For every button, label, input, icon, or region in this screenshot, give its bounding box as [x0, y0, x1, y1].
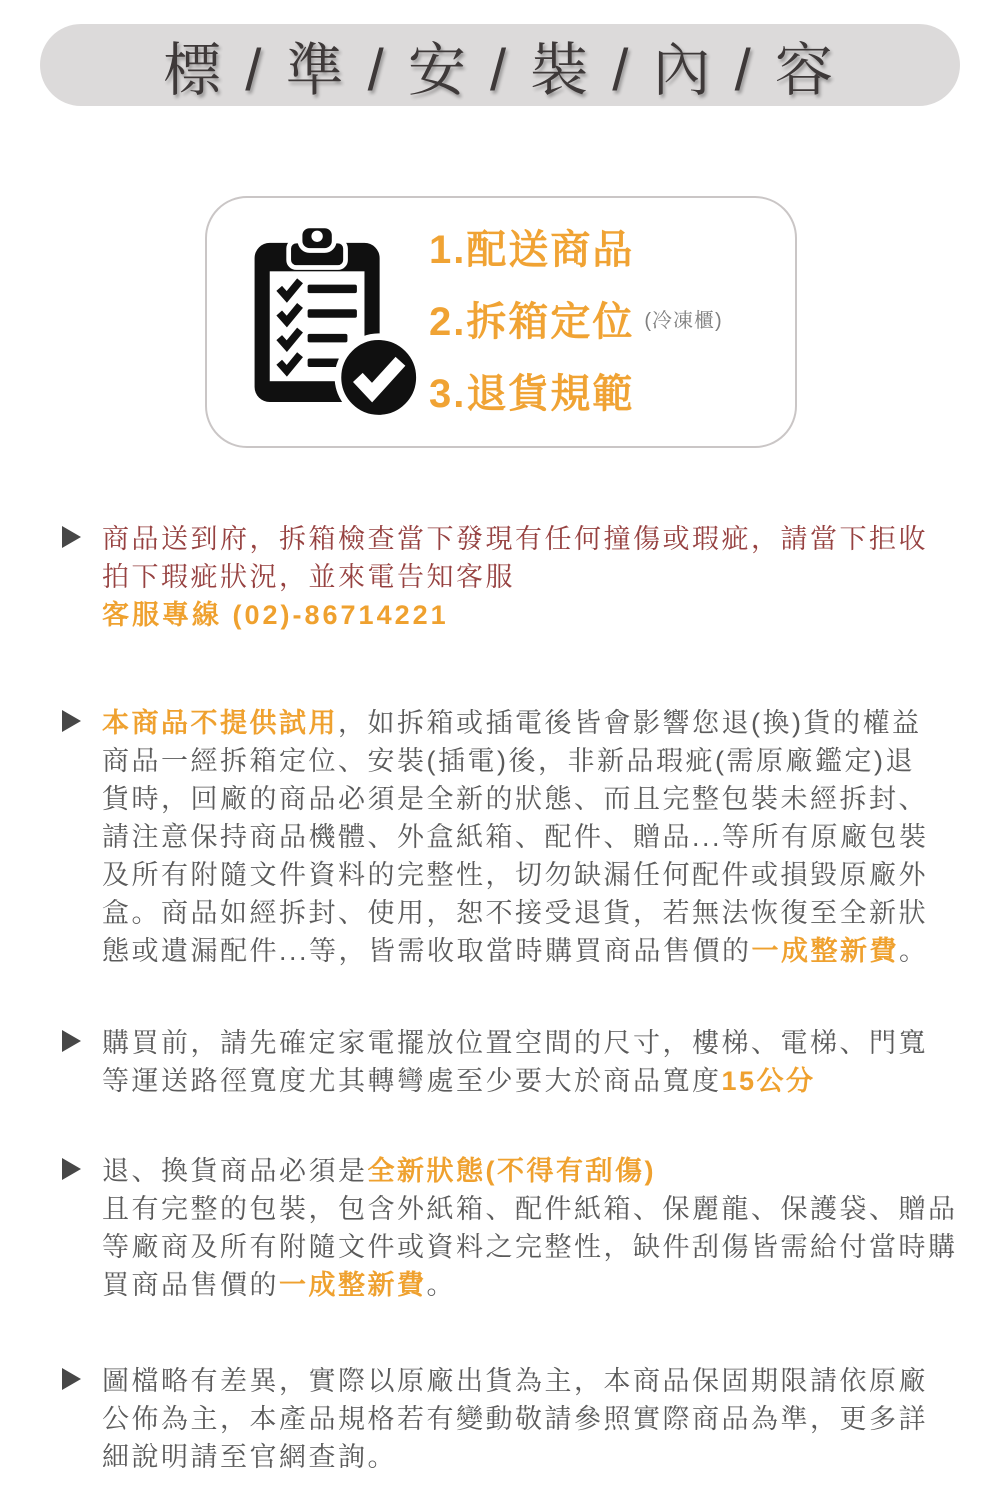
notice-text: 等運送路徑寬度尤其轉彎處至少要大於商品寬度	[102, 1066, 722, 1096]
notice-text: 請注意保持商品機體、外盒紙箱、配件、贈品...等所有原廠包裝	[102, 822, 929, 852]
clipboard-checklist-icon	[247, 218, 427, 426]
notice-highlight: 一成整新費	[279, 1270, 427, 1300]
notice-text: 等廠商及所有附隨文件或資料之完整性，缺件刮傷皆需給付當時購	[102, 1232, 958, 1262]
step-2-label: 2.拆箱定位	[429, 299, 635, 344]
triangle-bullet-icon	[62, 526, 81, 548]
notice-text: 圖檔略有差異，實際以原廠出貨為主，本商品保固期限請依原廠	[102, 1366, 928, 1396]
notice-text: 公佈為主，本產品規格若有變動敬請參照實際商品為準，更多詳	[102, 1404, 928, 1434]
install-steps-card	[205, 196, 797, 448]
notice-highlight: 15公分	[721, 1066, 816, 1096]
notice-text: 及所有附隨文件資料的完整性，切勿缺漏任何配件或損毀原廠外	[102, 860, 928, 890]
notice-item-delivery	[62, 520, 962, 634]
notice-text: 退、換貨商品必須是	[102, 1156, 368, 1186]
triangle-bullet-icon	[62, 1158, 81, 1180]
notice-text: 貨時，回廠的商品必須是全新的狀態、而且完整包裝未經拆封、	[102, 784, 928, 814]
notice-item-return-condition	[62, 1152, 962, 1304]
notice-text: 。	[899, 936, 929, 966]
step-2-note: (冷凍櫃)	[644, 309, 723, 332]
notice-text: 商品送到府，拆箱檢查當下發現有任何撞傷或瑕疵，請當下拒收	[102, 524, 928, 554]
notice-item-no-trial	[62, 704, 962, 970]
notice-item-disclaimer	[62, 1362, 962, 1476]
notice-item-measure-space	[62, 1024, 962, 1100]
triangle-bullet-icon	[62, 710, 81, 732]
step-3-label: 3.退貨規範	[429, 371, 635, 416]
notice-text: 且有完整的包裝，包含外紙箱、配件紙箱、保麗龍、保護袋、贈品	[102, 1194, 958, 1224]
notice-text: 拍下瑕疵狀況，並來電告知客服	[102, 562, 515, 592]
triangle-bullet-icon	[62, 1030, 81, 1052]
step-1-label: 1.配送商品	[429, 227, 635, 272]
notice-text: 購買前，請先確定家電擺放位置空間的尺寸，樓梯、電梯、門寬	[102, 1028, 928, 1058]
triangle-bullet-icon	[62, 1368, 81, 1390]
notice-text: 商品一經拆箱定位、安裝(插電)後，非新品瑕疵(需原廠鑑定)退	[102, 746, 915, 776]
section-header	[40, 24, 960, 106]
notice-text: 細說明請至官網查詢。	[102, 1442, 397, 1472]
notice-text: 買商品售價的	[102, 1270, 279, 1300]
notice-highlight: 全新狀態(不得有刮傷)	[367, 1156, 656, 1186]
notice-text: 。	[426, 1270, 456, 1300]
notice-highlight: 本商品不提供試用	[102, 708, 338, 738]
step-item-2	[429, 282, 723, 354]
notice-text: 態或遺漏配件...等，皆需收取當時購買商品售價的	[102, 936, 752, 966]
page-title: 標 / 準 / 安 / 裝 / 內 / 容	[163, 38, 837, 103]
notice-highlight: 一成整新費	[751, 936, 900, 966]
service-hotline: 客服專線 (02)-86714221	[102, 600, 449, 630]
step-item-1	[429, 210, 723, 282]
notice-text: 盒。商品如經拆封、使用，恕不接受退貨，若無法恢復至全新狀	[102, 898, 928, 928]
install-steps-list	[429, 210, 723, 426]
notice-text: ，如拆箱或插電後皆會影響您退(換)貨的權益	[338, 708, 922, 738]
step-item-3	[429, 354, 723, 426]
